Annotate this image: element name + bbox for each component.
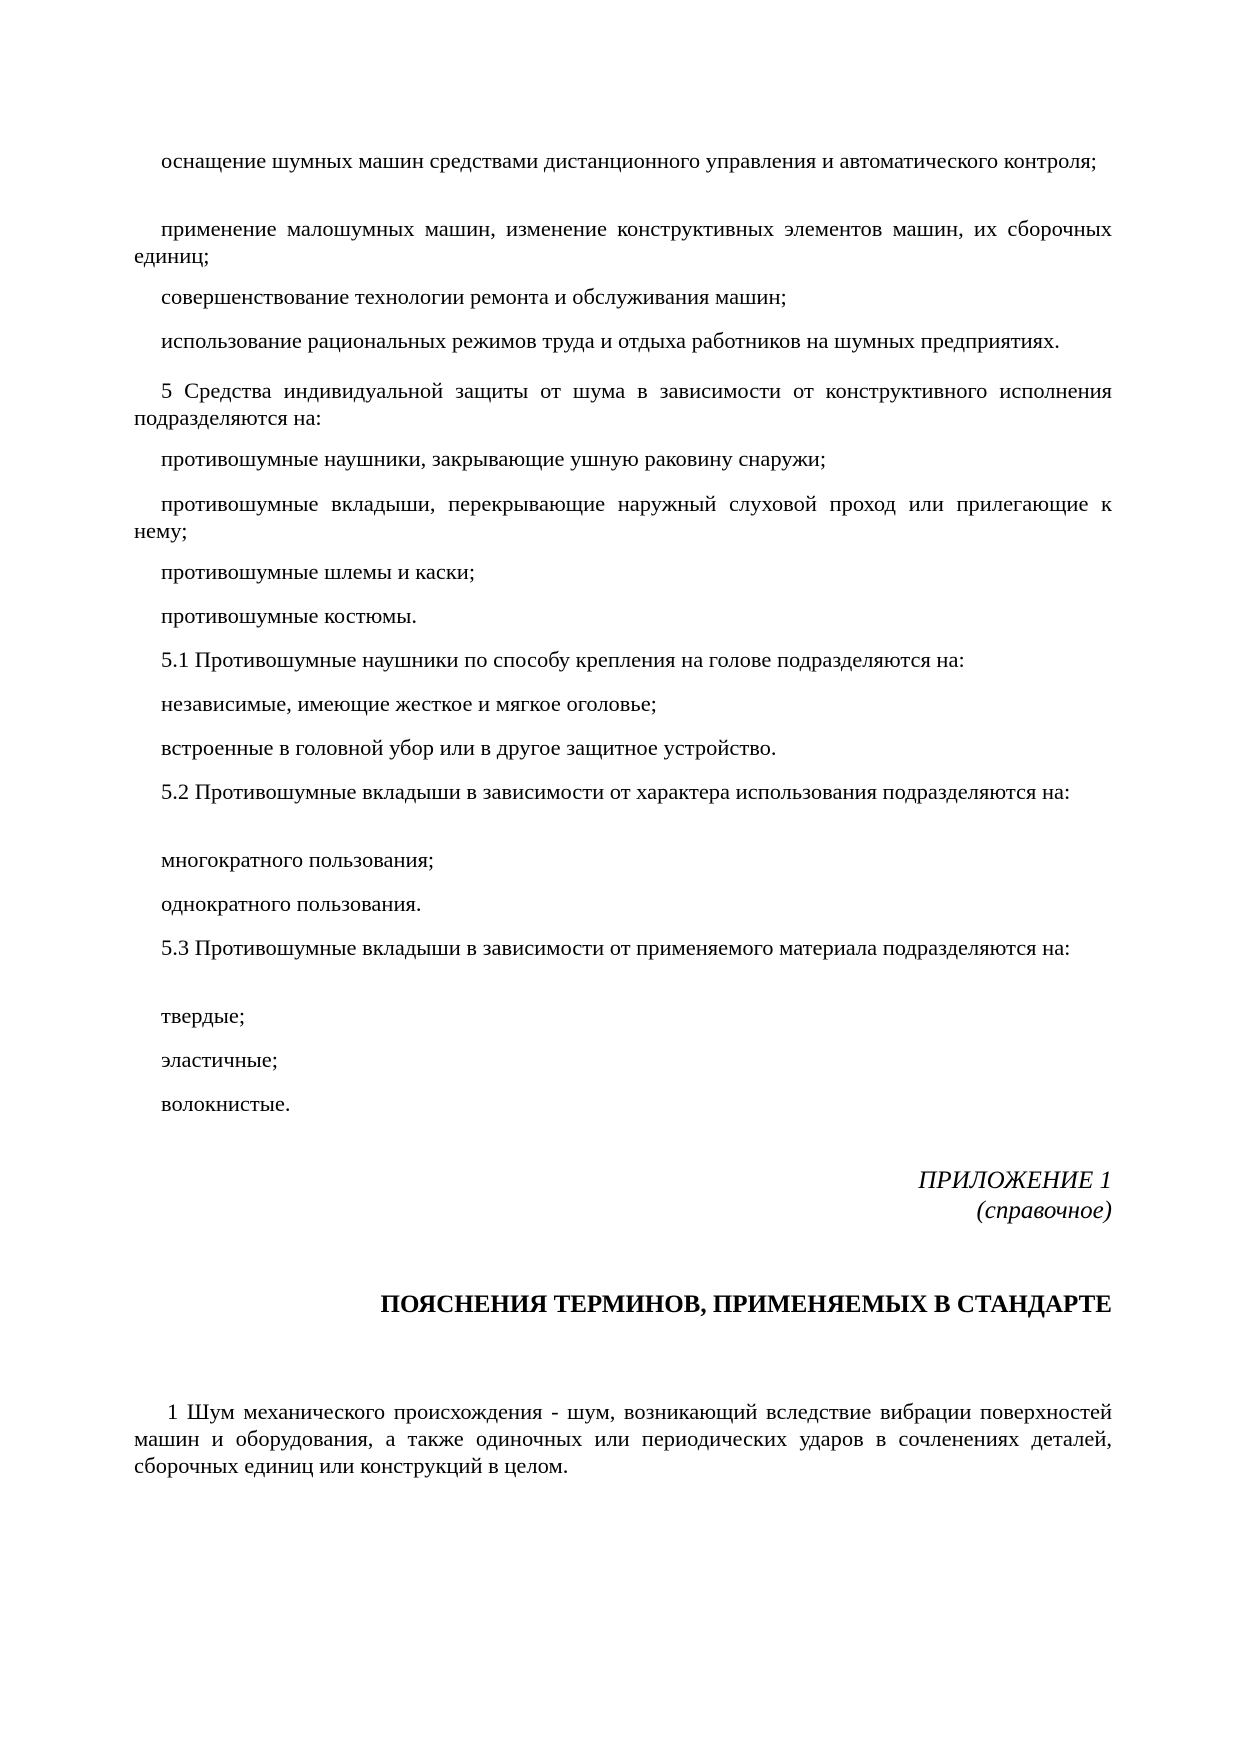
paragraph-section-5-1: 5.1 Противошумные наушники по способу крепления на голове подразделяются на:	[161, 647, 965, 672]
paragraph-disposable: однократного пользования.	[161, 891, 422, 916]
paragraph-helmets: противошумные шлемы и каски;	[161, 559, 476, 584]
section-heading: ПОЯСНЕНИЯ ТЕРМИНОВ, ПРИМЕНЯЕМЫХ В СТАНДАРТЕ	[380, 1291, 1112, 1318]
paragraph-section-5: 5 Средства индивидуальной защиты от шума в зависимости от конструктивного исполнения подразделяются на:	[134, 378, 1112, 430]
paragraph-section-5-2: 5.2 Противошумные вкладыши в зависимости от характера использования подразделяются на:	[161, 779, 1071, 804]
paragraph-earplugs: противошумные вкладыши, перекрывающие наружный слуховой проход или прилегающие к нему;	[134, 491, 1112, 543]
paragraph-low-noise-machines: применение малошумных машин, изменение конструктивных элементов машин, их сборочных единиц;	[134, 216, 1112, 268]
paragraph-fibrous: волокнистые.	[161, 1091, 291, 1116]
paragraph-built-in: встроенные в головной убор или в другое защитное устройство.	[161, 735, 777, 760]
paragraph-suits: противошумные костюмы.	[161, 603, 418, 628]
paragraph-work-rest-regimes: использование рациональных режимов труда и отдыха работников на шумных предприятиях.	[161, 328, 1060, 353]
appendix-label	[512, 1166, 1112, 1226]
paragraph-reusable: многократного пользования;	[161, 847, 435, 872]
paragraph-hard: твердые;	[161, 1003, 246, 1028]
paragraph-independent: независимые, имеющие жесткое и мягкое оголовье;	[161, 691, 657, 716]
document-page	[134, 0, 1112, 1755]
paragraph-remote-control: оснащение шумных машин средствами дистанционного управления и автоматического контроля;	[161, 148, 1097, 173]
paragraph-elastic: эластичные;	[161, 1047, 279, 1072]
appendix-title: ПРИЛОЖЕНИЕ 1	[918, 1167, 1112, 1194]
paragraph-section-5-3: 5.3 Противошумные вкладыши в зависимости от применяемого материала подразделяются на:	[161, 935, 1071, 960]
paragraph-repair-technology: совершенствование технологии ремонта и обслуживания машин;	[161, 284, 787, 309]
appendix-subtitle: (справочное)	[976, 1197, 1112, 1224]
paragraph-definition-1: 1 Шум механического происхождения - шум, возникающий вследствие вибрации поверхностей машин и оборудования, а также одиночных или периодических ударов в сочленениях деталей, сборочных единиц или конструкций в целом.	[134, 1399, 1112, 1478]
paragraph-earmuffs: противошумные наушники, закрывающие ушную раковину снаружи;	[161, 446, 827, 471]
